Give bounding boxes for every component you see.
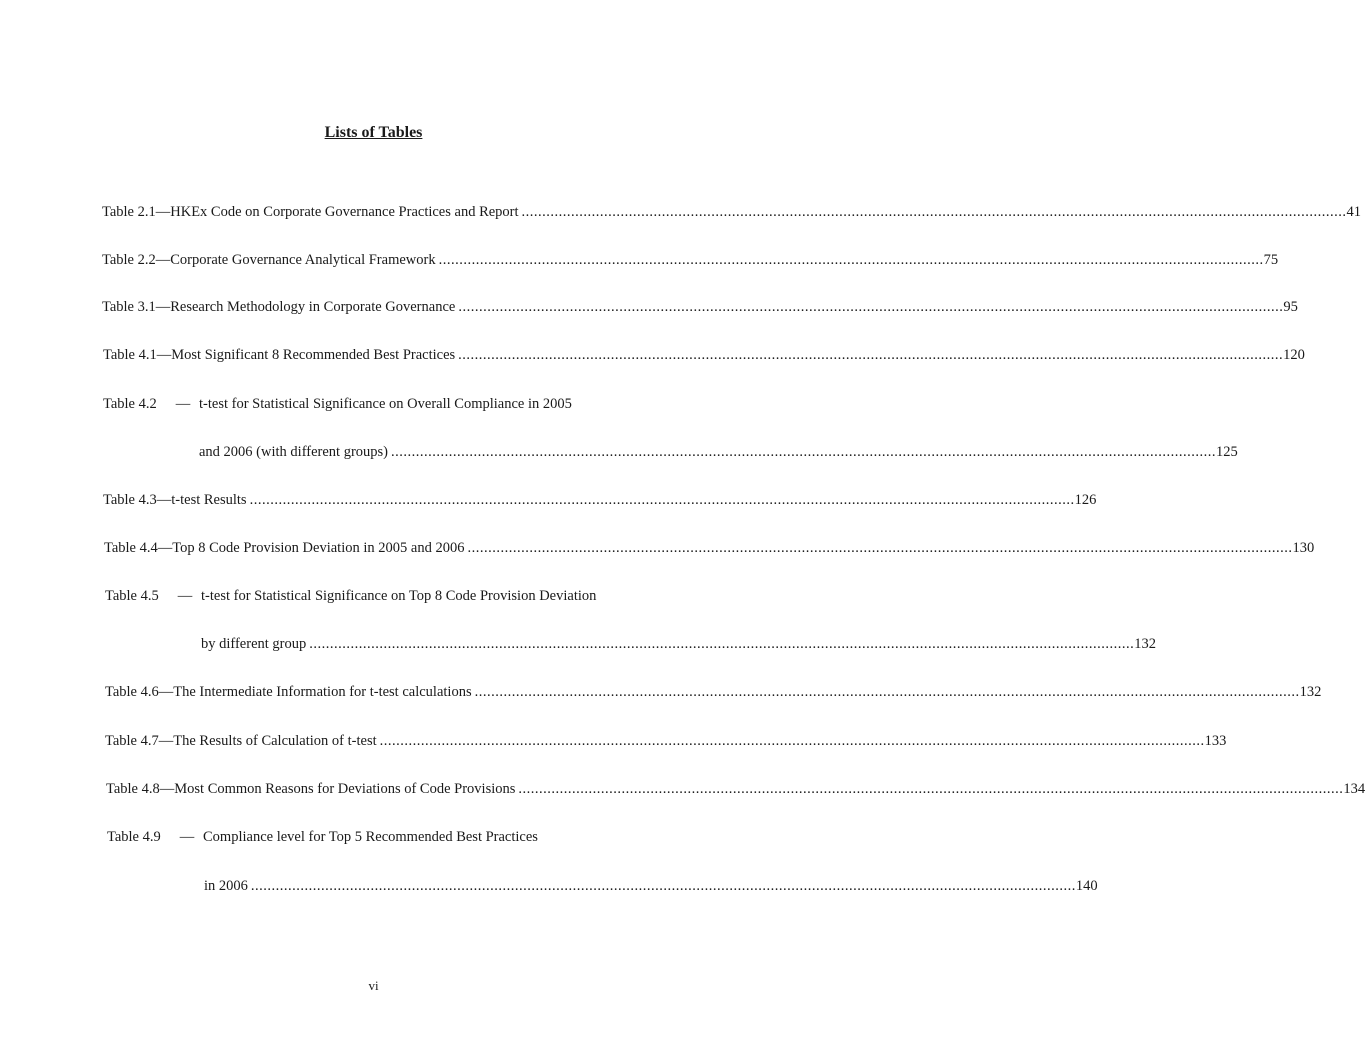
- entry-title-continued: by different group: [201, 636, 307, 652]
- entry-label: Table 4.5: [105, 588, 159, 604]
- entry-page: 125: [1216, 444, 1238, 460]
- entry-title: Compliance level for Top 5 Recommended Best Practices: [203, 829, 538, 845]
- entry-page: 140: [1075, 878, 1098, 894]
- entry-title: Research Methodology in Corporate Governance: [170, 299, 456, 315]
- toc-entry: [103, 490, 1097, 510]
- dot-leader: ........................................................................................................................................................................................................: [474, 684, 1300, 700]
- entry-label: Table 4.6: [105, 684, 159, 700]
- entry-title: The Results of Calculation of t-test: [173, 733, 377, 749]
- entry-page: 41: [1346, 204, 1362, 220]
- entry-page: 133: [1204, 733, 1227, 749]
- entry-separator: —: [157, 540, 173, 556]
- toc-entry-continuation: [201, 634, 1156, 654]
- entry-separator: —: [155, 252, 171, 268]
- dot-leader: ........................................................................................................................................................................................................: [467, 540, 1293, 556]
- entry-title: t-test for Statistical Significance on Overall Compliance in 2005: [199, 396, 572, 412]
- dot-leader: ........................................................................................................................................................................................................: [379, 733, 1205, 749]
- dot-leader: ........................................................................................................................................................................................................: [521, 204, 1347, 220]
- entry-title: Corporate Governance Analytical Framework: [170, 252, 436, 268]
- entry-page: 120: [1283, 347, 1305, 363]
- entry-label: Table 4.2: [103, 396, 157, 412]
- dot-leader: ........................................................................................................................................................................................................: [250, 878, 1076, 894]
- entry-separator: —: [155, 204, 171, 220]
- entry-label: Table 4.1: [103, 347, 157, 363]
- toc-entry: [102, 297, 1298, 317]
- page-number: vi: [368, 978, 379, 993]
- dot-leader: ........................................................................................................................................................................................................: [438, 252, 1264, 268]
- toc-entry-continuation: [199, 442, 1238, 462]
- page-title: Lists of Tables: [324, 124, 423, 141]
- entry-title-continued: and 2006 (with different groups): [199, 444, 388, 460]
- entry-label: Table 4.3: [103, 492, 157, 508]
- entry-label: Table 4.7: [105, 733, 159, 749]
- toc-entry: [105, 731, 1227, 751]
- entry-page: 132: [1134, 636, 1156, 652]
- entry-title: Top 8 Code Provision Deviation in 2005 and 2006: [172, 540, 465, 556]
- entry-separator: —: [175, 396, 191, 412]
- entry-title: t-test for Statistical Significance on Top 8 Code Provision Deviation: [201, 588, 597, 604]
- entry-page: 95: [1283, 299, 1298, 315]
- entry-page: 75: [1263, 252, 1279, 268]
- dot-leader: ........................................................................................................................................................................................................: [518, 781, 1344, 797]
- entry-title: Most Significant 8 Recommended Best Practices: [171, 347, 456, 363]
- entry-page: 130: [1292, 540, 1315, 556]
- entry-title: The Intermediate Information for t-test calculations: [173, 684, 472, 700]
- toc-entry: [104, 538, 1315, 558]
- entry-title: HKEx Code on Corporate Governance Practices and Report: [170, 204, 519, 220]
- dot-leader: ........................................................................................................................................................................................................: [249, 492, 1075, 508]
- toc-entry-continuation: [204, 876, 1098, 896]
- toc-entry: [103, 345, 1305, 365]
- toc-entry: [105, 682, 1322, 702]
- entry-separator: —: [179, 829, 195, 845]
- dot-leader: ........................................................................................................................................................................................................: [458, 347, 1284, 363]
- entry-title: t-test Results: [171, 492, 247, 508]
- entry-separator: —: [177, 588, 193, 604]
- entry-title-continued: in 2006: [204, 878, 248, 894]
- entry-label: Table 3.1: [102, 299, 156, 315]
- toc-entry: [105, 586, 646, 606]
- entry-label: Table 2.1: [102, 204, 156, 220]
- entry-page: 126: [1074, 492, 1097, 508]
- entry-title: Most Common Reasons for Deviations of Code Provisions: [174, 781, 516, 797]
- toc-entry: [106, 779, 1365, 799]
- entry-page: 134: [1343, 781, 1365, 797]
- entry-label: Table 4.4: [104, 540, 158, 556]
- entry-separator: —: [156, 347, 172, 363]
- toc-entry: [102, 250, 1279, 270]
- dot-leader: ........................................................................................................................................................................................................: [391, 444, 1216, 460]
- entry-separator: —: [155, 299, 171, 315]
- dot-leader: ........................................................................................................................................................................................................: [458, 299, 1284, 315]
- toc-entry: [103, 394, 644, 414]
- entry-label: Table 2.2: [102, 252, 156, 268]
- entry-label: Table 4.9: [107, 829, 161, 845]
- entry-label: Table 4.8: [106, 781, 160, 797]
- dot-leader: ........................................................................................................................................................................................................: [309, 636, 1135, 652]
- toc-entry: [107, 827, 650, 847]
- entry-page: 132: [1299, 684, 1322, 700]
- entry-separator: —: [158, 684, 174, 700]
- entry-separator: —: [159, 781, 175, 797]
- entry-separator: —: [156, 492, 172, 508]
- entry-separator: —: [158, 733, 174, 749]
- toc-entry: [102, 202, 1362, 222]
